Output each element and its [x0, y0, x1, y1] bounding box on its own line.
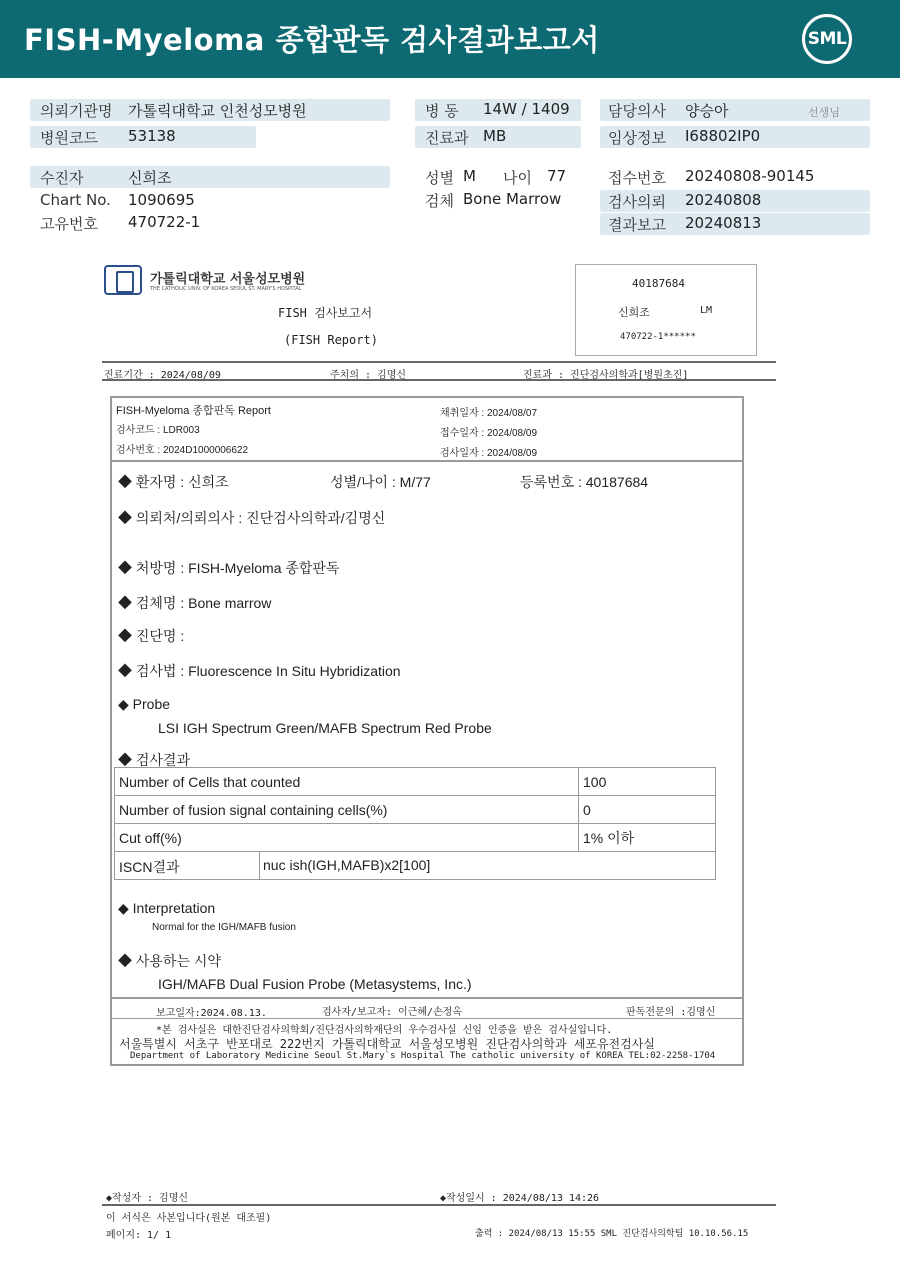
dept-label: 진료과	[425, 129, 469, 147]
chart-label: Chart No.	[40, 191, 111, 209]
patient-row	[30, 166, 390, 188]
written-date-line: ◆작성일시 : 2024/08/13 14:26	[440, 1193, 600, 1204]
accession-label: 접수번호	[608, 169, 666, 187]
patient-stamp	[575, 264, 757, 356]
cell-divider	[259, 852, 260, 879]
unique-label: 고유번호	[40, 215, 98, 233]
age-value: 77	[547, 167, 567, 185]
table-label-cell: Number of fusion signal containing cells(%)	[115, 796, 579, 824]
table-label-cell: Cut off(%)	[115, 824, 579, 852]
hospital-row	[30, 99, 390, 121]
patient-label: 수진자	[40, 169, 84, 187]
accession-row	[600, 166, 870, 188]
clinical-row	[600, 126, 870, 148]
request-label: 검사의뢰	[608, 193, 666, 211]
reporter-line: 검사자/보고자: 이근혜/손정옥	[322, 1007, 463, 1018]
writer-line: ◆작성자 : 김명신	[106, 1193, 189, 1204]
attending-line: 주치의 : 김명신	[330, 370, 407, 381]
iscn-value: nuc ish(IGH,MAFB)x2[100]	[263, 857, 431, 873]
address-line: 서울특별시 서초구 반포대로 222번지 가톨릭대학교 서울성모병원 진단검사의학과 세포유전검사실	[119, 1037, 655, 1051]
table-value-cell: 1% 이하	[579, 824, 716, 852]
reader-line: 판독전문의 :김명신	[626, 1007, 716, 1018]
stamp-name: 신희조	[618, 306, 650, 319]
specimen-label: 검체	[425, 192, 454, 210]
age-label: 나이	[503, 169, 532, 187]
page-number: 페이지: 1/ 1	[106, 1230, 172, 1241]
hospital-value: 가톨릭대학교 인천성모병원	[128, 102, 307, 120]
hospital-logo-icon	[104, 265, 142, 295]
request-row	[600, 190, 870, 212]
page-title: FISH-Myeloma 종합판독 검사결과보고서	[24, 23, 600, 57]
hospital-code-value: 53138	[128, 127, 176, 145]
dept-line: 진료과 : 진단검사의학과[병원초진]	[523, 370, 689, 381]
address-en-line: Department of Laboratory Medicine Seoul St.Mary`s Hospital The catholic university of KOREA TEL:02-2258-1704	[130, 1051, 716, 1061]
report-header	[0, 0, 900, 78]
print-line: 출력 : 2024/08/13 15:55 SML 진단검사의학팀 10.10.56.15	[475, 1229, 749, 1239]
divider	[111, 1018, 743, 1019]
report-title: FISH 검사보고서	[278, 306, 373, 320]
doctor-label: 담당의사	[608, 102, 666, 120]
ward-value: 14W / 1409	[483, 100, 570, 118]
copy-line: 이 서식은 사본입니다(원본 대조필)	[106, 1213, 272, 1224]
exam-date-line: 검사일자 : 2024/08/09	[440, 448, 538, 459]
chart-row	[30, 190, 390, 212]
table-row	[115, 824, 716, 852]
method-line: ◆ 검사법 : Fluorescence In Situ Hybridization	[118, 663, 401, 679]
hospital-code-label: 병원코드	[40, 129, 98, 147]
collect-date-line: 채취일자 : 2024/08/07	[440, 408, 538, 419]
diagnosis-line: ◆ 진단명 :	[118, 628, 185, 644]
specimen-value: Bone Marrow	[463, 190, 562, 208]
accession-value: 20240808-90145	[685, 167, 815, 185]
interpretation-heading: ◆ Interpretation	[118, 900, 216, 916]
interpretation-text: Normal for the IGH/MAFB fusion	[152, 922, 296, 933]
period-line: 진료기간 : 2024/08/09	[104, 370, 221, 381]
referral-line: ◆ 의뢰처/의뢰의사 : 진단검사의학과/김명신	[118, 510, 386, 526]
registration-line: 등록번호 : 40187684	[520, 474, 649, 490]
dept-value: MB	[483, 127, 507, 145]
patient-value: 신희조	[128, 169, 172, 187]
doctor-row	[600, 99, 870, 121]
divider	[102, 361, 776, 363]
reagent-heading: ◆ 사용하는 시약	[118, 953, 221, 969]
reagent-text: IGH/MAFB Dual Fusion Probe (Metasystems, Inc.)	[158, 976, 472, 992]
clinical-label: 임상정보	[608, 129, 666, 147]
report-date-line: 보고일자:2024.08.13.	[156, 1008, 267, 1019]
divider	[111, 460, 743, 462]
doctor-suffix: 선생님	[808, 106, 840, 119]
request-value: 20240808	[685, 191, 762, 209]
test-code-line: 검사코드 : LDR003	[116, 425, 200, 436]
dept-row	[415, 126, 581, 148]
stamp-sex: LM	[700, 305, 713, 316]
probe-heading: ◆ Probe	[118, 696, 171, 712]
test-name-line: FISH-Myeloma 종합판독 Report	[116, 405, 271, 417]
receive-date-line: 접수일자 : 2024/08/09	[440, 428, 538, 439]
iscn-label: ISCN결과	[119, 859, 180, 875]
unique-row	[30, 212, 390, 234]
result-heading: ◆ 검사결과	[118, 752, 190, 768]
doctor-value: 양승아	[685, 102, 729, 120]
order-line: ◆ 처방명 : FISH-Myeloma 종합판독	[118, 560, 340, 576]
chart-value: 1090695	[128, 191, 195, 209]
report-title-en: (FISH Report)	[284, 333, 378, 347]
result-row	[600, 213, 870, 235]
ward-row	[415, 99, 581, 121]
results-table	[114, 767, 716, 852]
certification-line: *본 검사실은 대한진단검사의학회/진단검사의학재단의 우수검사실 신임 인증을 받은 검사실입니다.	[156, 1025, 613, 1036]
specimen-row	[415, 189, 595, 211]
stamp-rrn: 470722-1******	[620, 332, 696, 342]
divider	[102, 379, 776, 381]
hospital-name: 가톨릭대학교 서울성모병원	[150, 272, 306, 287]
sml-logo: SML	[802, 14, 852, 64]
unique-value: 470722-1	[128, 213, 201, 231]
clinical-value: I68802IP0	[685, 127, 761, 145]
patient-line: ◆ 환자명 : 신희조	[118, 474, 229, 490]
hospital-code-row	[30, 126, 256, 148]
stamp-id: 40187684	[632, 277, 685, 290]
sex-age-line: 성별/나이 : M/77	[330, 474, 431, 490]
sex-label: 성별	[425, 169, 454, 187]
table-row	[115, 796, 716, 824]
hospital-name-en: THE CATHOLIC UNIV. OF KOREA SEOUL ST. MARY'S HOSPITAL	[150, 286, 302, 292]
divider	[102, 1204, 776, 1206]
hospital-label: 의뢰기관명	[40, 102, 113, 120]
result-label: 결과보고	[608, 216, 666, 234]
test-no-line: 검사번호 : 2024D1000006622	[116, 445, 249, 456]
divider	[111, 997, 743, 999]
table-label-cell: Number of Cells that counted	[115, 768, 579, 796]
table-value-cell: 0	[579, 796, 716, 824]
result-value: 20240813	[685, 214, 762, 232]
specimen-line: ◆ 검체명 : Bone marrow	[118, 595, 272, 611]
table-row	[115, 768, 716, 796]
sex-age-row	[415, 166, 595, 188]
probe-text: LSI IGH Spectrum Green/MAFB Spectrum Red Probe	[158, 720, 492, 736]
sex-value: M	[463, 167, 476, 185]
ward-label: 병 동	[425, 102, 459, 120]
table-value-cell: 100	[579, 768, 716, 796]
iscn-row	[114, 851, 716, 880]
